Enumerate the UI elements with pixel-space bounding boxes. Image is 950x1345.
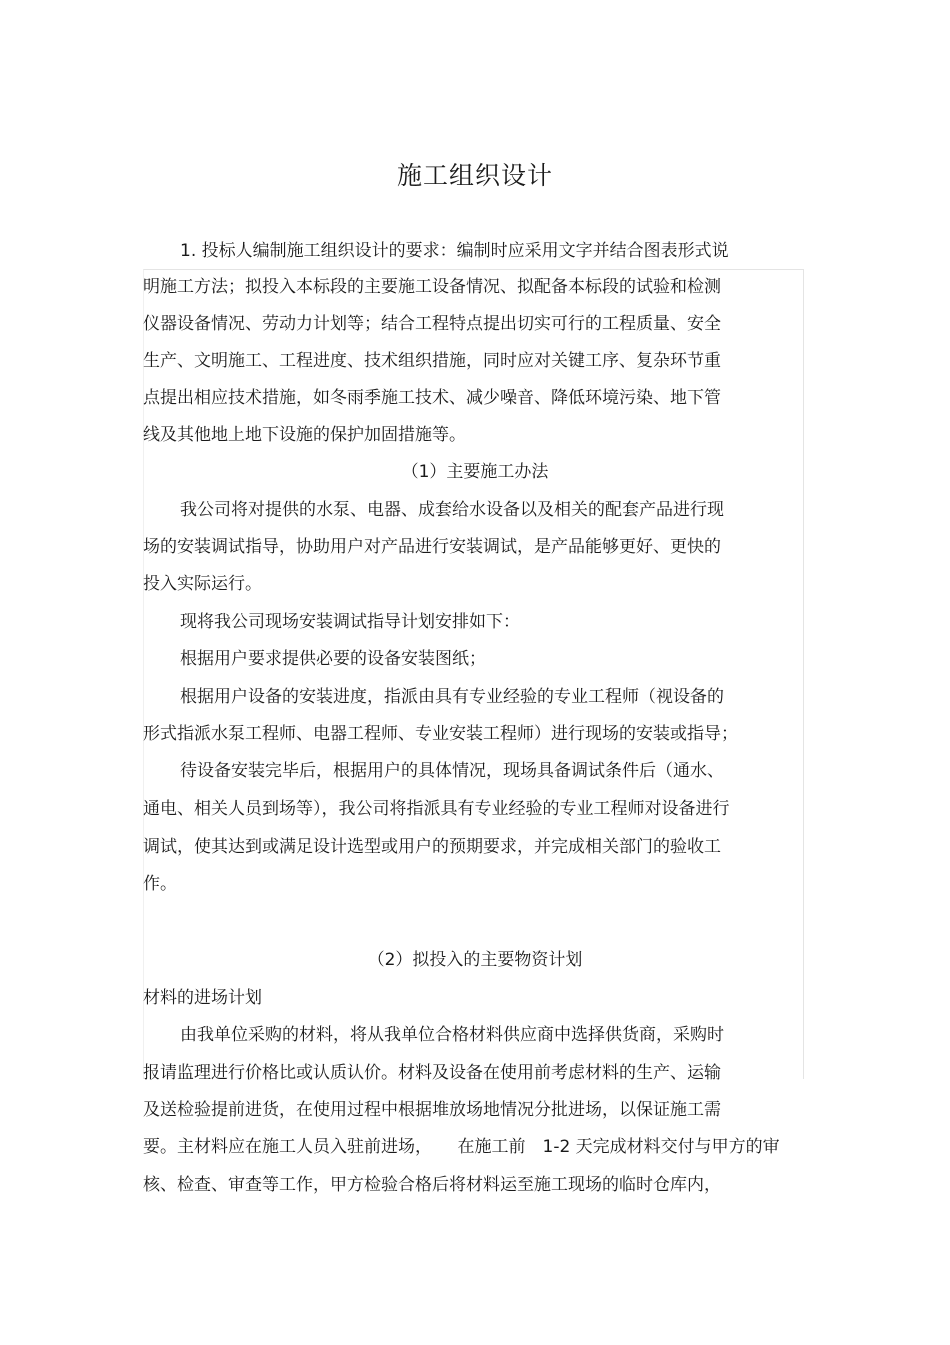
paragraph-line: 点提出相应技术措施，如冬雨季施工技术、减少噪音、降低环境污染、地下管: [143, 388, 721, 408]
section-heading: （1）主要施工办法: [401, 462, 549, 482]
paragraph-line: 及送检验提前进货，在使用过程中根据堆放场地情况分批进场，以保证施工需: [143, 1100, 721, 1120]
paragraph-line: 根据用户要求提供必要的设备安装图纸；: [180, 649, 486, 669]
subheading: 材料的进场计划: [143, 988, 262, 1008]
paragraph-line: 明施工方法；拟投入本标段的主要施工设备情况、拟配备本标段的试验和检测: [143, 277, 721, 297]
paragraph-line: 根据用户设备的安装进度，指派由具有专业经验的专业工程师（视设备的: [180, 687, 724, 707]
paragraph-line: 我公司将对提供的水泵、电器、成套给水设备以及相关的配套产品进行现: [180, 500, 724, 520]
paragraph-line: 生产、文明施工、工程进度、技术组织措施，同时应对关键工序、复杂环节重: [143, 351, 721, 371]
document-title: 施工组织设计: [396, 161, 553, 190]
paragraph-line: 投入实际运行。: [143, 574, 262, 594]
paragraph-line: 要。主材料应在施工人员入驻前进场， 在施工前 1-2 天完成材料交付与甲方的审: [143, 1137, 780, 1157]
paragraph-line: 现将我公司现场安装调试指导计划安排如下：: [180, 612, 520, 632]
paragraph-line: 待设备安装完毕后，根据用户的具体情况，现场具备调试条件后（通水、: [180, 761, 724, 781]
paragraph-line: 核、检查、审查等工作，甲方检验合格后将材料运至施工现场的临时仓库内，: [143, 1175, 721, 1195]
paragraph-line: 1. 投标人编制施工组织设计的要求：编制时应采用文字并结合图表形式说: [180, 241, 729, 261]
paragraph-line: 通电、相关人员到场等），我公司将指派具有专业经验的专业工程师对设备进行: [143, 799, 730, 819]
paragraph-line: 仪器设备情况、劳动力计划等；结合工程特点提出切实可行的工程质量、安全: [143, 314, 721, 334]
paragraph-line: 作。: [143, 874, 177, 894]
paragraph-line: 场的安装调试指导，协助用户对产品进行安装调试，是产品能够更好、更快的: [143, 537, 721, 557]
paragraph-line: 形式指派水泵工程师、电器工程师、专业安装工程师）进行现场的安装或指导；: [143, 724, 738, 744]
paragraph-line: 调试，使其达到或满足设计选型或用户的预期要求，并完成相关部门的验收工: [143, 837, 721, 857]
section-heading: （2）拟投入的主要物资计划: [367, 950, 583, 970]
paragraph-line: 线及其他地上地下设施的保护加固措施等。: [143, 425, 466, 445]
paragraph-line: 报请监理进行价格比或认质认价。材料及设备在使用前考虑材料的生产、运输: [143, 1063, 721, 1083]
paragraph-line: 由我单位采购的材料，将从我单位合格材料供应商中选择供货商，采购时: [180, 1025, 724, 1045]
